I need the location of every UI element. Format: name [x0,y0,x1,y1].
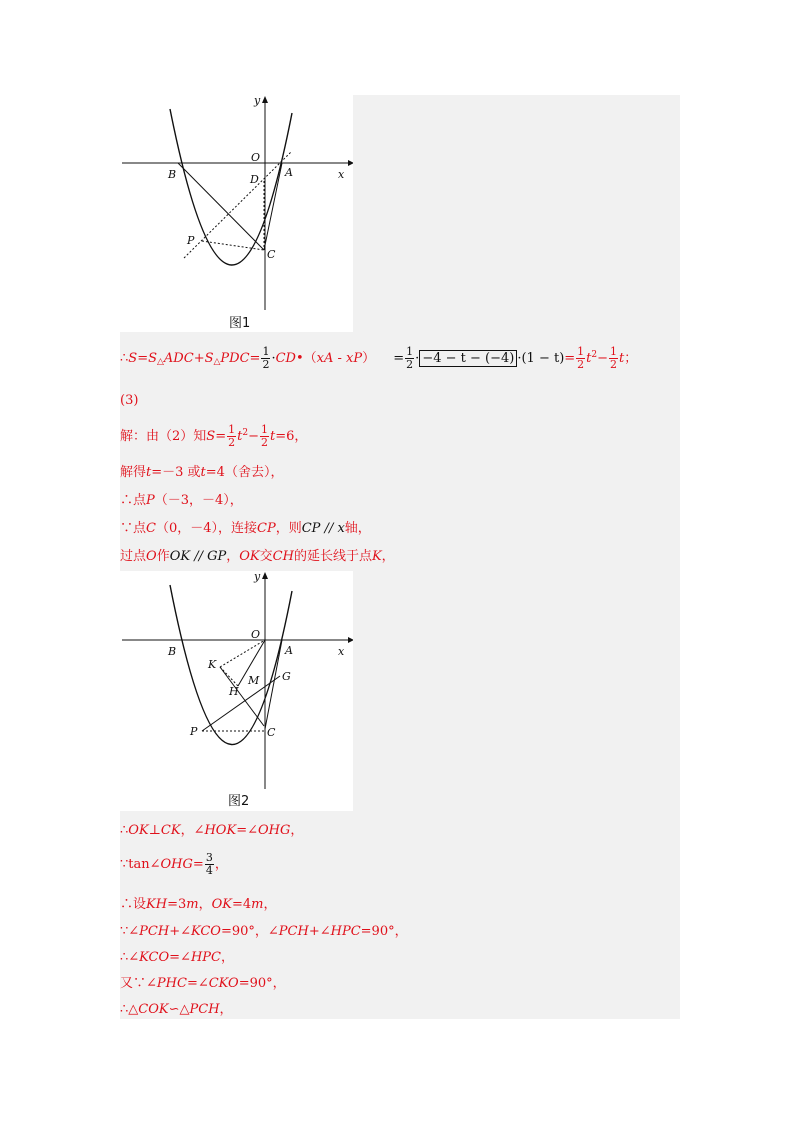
figure-2-graph [120,571,353,811]
label-A: A [285,166,293,179]
fraction-three-quarters: $\frac{3}{4}$ [205,851,213,877]
line-part-3: (3) [120,393,139,408]
line-angle-equal: ∴∠KCO=∠HPC， [120,950,234,965]
line-right-angles: 又∵∠PHC=∠CKO=90°， [120,976,286,991]
label-P-2: P [190,725,198,738]
figure-2-caption: 图2 [228,794,250,809]
line-angle-sum: ∵∠PCH+∠KCO=90°，∠PCH+∠HPC=90°， [120,924,408,939]
bracket-expression: −4 − t − (−4) [419,350,517,367]
line-solve-t: 解得t=－3 或t=4（舍去）， [120,465,284,480]
label-D: D [250,173,259,186]
line-perpendicular: ∴OK⊥CK，∠HOK=∠OHG， [120,823,304,838]
segment-OK [220,640,265,667]
line-area-formula: $\therefore S=S_\triangle ADC+S_\triangle PDC=$ $\frac{1}{2}$ ·CD•（xA - xP） = $\frac{1}{2}$ · −4 − t − (−4) ·(1 − t)= $\frac{1}{2}$ $t^2-$ $\frac{1}{2}$ t； [120,345,638,371]
label-G: G [282,670,291,683]
y-axis-arrow-icon [262,96,268,103]
label-x-2: x [338,645,345,658]
fraction-half-6: $\frac{1}{2}$ [260,423,268,449]
label-C: C [267,248,276,261]
line-construct-OK: 过点O作OK // GP，OK交CH的延长线于点K， [120,549,395,564]
figure-1-caption: 图1 [229,316,251,331]
x-axis-arrow-icon-2 [348,637,353,643]
label-y: y [254,95,261,107]
fraction-half-5: $\frac{1}{2}$ [228,423,236,449]
label-O: O [251,151,261,164]
fraction-half-3: $\frac{1}{2}$ [577,345,585,371]
figure-1-graph [120,95,353,332]
label-O-2: O [251,628,261,641]
label-K: K [208,658,217,671]
label-C-2: C [267,726,276,739]
fraction-half-2: $\frac{1}{2}$ [406,345,414,371]
line-point-C: ∵点C（0，－4），连接CP，则CP // x轴， [120,521,371,536]
line-let-KH: ∴设KH=3m，OK=4m， [120,897,277,912]
label-H: H [229,685,239,698]
fraction-half: $\frac{1}{2}$ [262,345,270,371]
line-point-P: ∴点P（－3，－4）， [120,493,243,508]
parabola-curve-2 [170,585,292,745]
label-M: M [248,674,260,687]
label-y-2: y [254,571,261,583]
line-solution-start: 解：由（2）知S= $\frac{1}{2}$ $t^2-$ $\frac{1}{2}$ t=6， [120,423,308,449]
segment-PG [202,676,280,731]
label-B: B [168,168,177,181]
fraction-half-4: $\frac{1}{2}$ [610,345,618,371]
line-tan: ∵tan∠OHG= $\frac{3}{4}$ ， [120,851,228,877]
label-B-2: B [168,645,177,658]
x-axis-arrow-icon [348,160,353,166]
line-similar: ∴△COK∽△PCH， [120,1002,233,1017]
label-A-2: A [285,644,293,657]
y-axis-arrow-icon-2 [262,572,268,579]
figure-1 [120,95,353,332]
figure-2 [120,571,353,811]
line-PD [184,151,292,258]
label-x: x [338,168,345,181]
label-P: P [187,234,195,247]
